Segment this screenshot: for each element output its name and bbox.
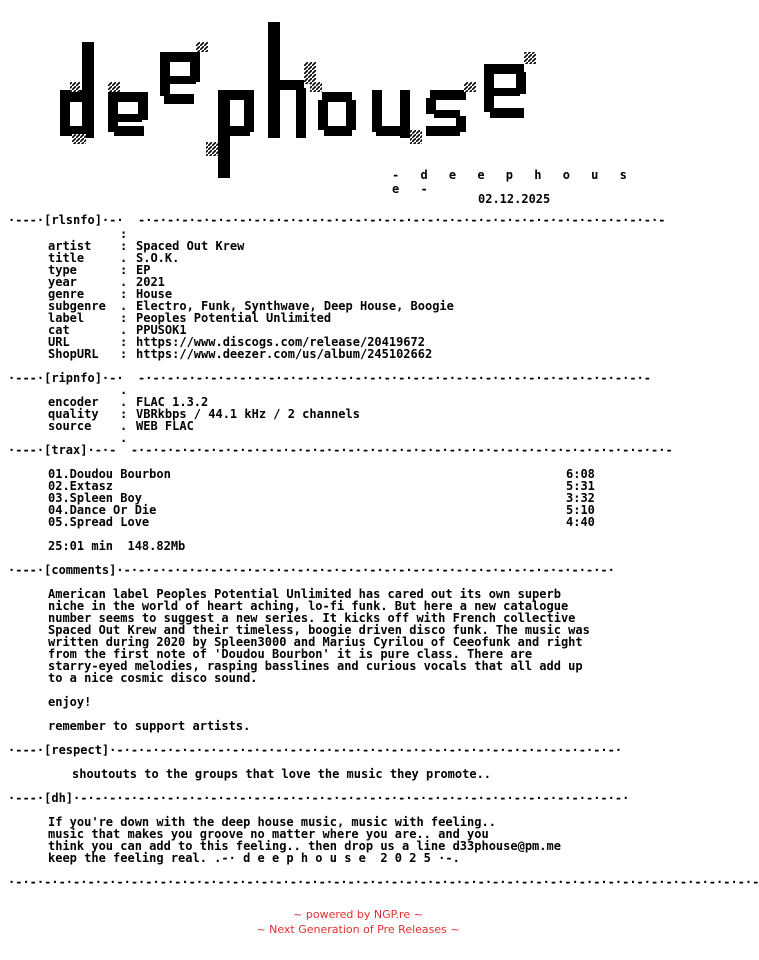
track-name: 03.Spleen Boy bbox=[48, 491, 142, 505]
track-name: 01.Doudou Bourbon bbox=[48, 467, 171, 481]
track-name: 04.Dance Or Die bbox=[48, 503, 157, 517]
info-value: House bbox=[136, 287, 173, 301]
rip-info: . encoder . FLAC 1.3.2 quality : VBRkbps / 44.1 kHz / 2 channels source . WEB FLAC . bbox=[48, 383, 360, 445]
info-separator: : bbox=[120, 239, 128, 253]
respect-text: shoutouts to the groups that love the music they promote.. bbox=[72, 767, 492, 781]
logo-letter-p bbox=[206, 90, 254, 178]
release-info: : artist : Spaced Out Krew title . S.O.K. type : EP year . 2021 genre : House subgenre . Electro, Funk, Synthwave, Deep House, Boogie label : Peoples Potential Unlimited cat . PPUSOK1 URL : https://www.discogs.com/release/20419672 ShopURL : https://www.deezer.com/us/album/245102662 bbox=[48, 227, 454, 361]
tracklist bbox=[48, 468, 595, 528]
info-row bbox=[48, 240, 454, 252]
info-value: 2021 bbox=[136, 275, 165, 289]
info-key: genre bbox=[48, 287, 85, 301]
track-row bbox=[48, 516, 595, 528]
info-row bbox=[48, 276, 454, 288]
info-separator: . bbox=[120, 419, 128, 433]
info-value: Electro, Funk, Synthwave, Deep House, Boogie bbox=[136, 299, 454, 313]
track-row bbox=[48, 468, 595, 480]
info-value: EP bbox=[136, 263, 151, 277]
comments-enjoy: enjoy! bbox=[48, 695, 92, 709]
info-key: subgenre bbox=[48, 299, 106, 313]
logo-letter-u bbox=[372, 90, 422, 144]
info-row bbox=[48, 252, 454, 264]
info-separator: . bbox=[120, 251, 128, 265]
total-length: 25:01 min 148.82Mb bbox=[48, 539, 186, 553]
info-separator: . bbox=[120, 275, 128, 289]
track-time: 6:08 bbox=[566, 467, 595, 481]
logo-letter-d bbox=[60, 42, 94, 144]
info-key: quality bbox=[48, 407, 99, 421]
info-key: ShopURL bbox=[48, 347, 99, 361]
section-header-dh: ·---·[dh]·-·-·-·-·-·-·-·-·-·-·-·-·-·-·-·-·-·-·-·-·-·-·-·-·-·-·-·-·-·-·-·-·-·-·-·-·-·-· bbox=[8, 791, 630, 805]
info-value: PPUSOK1 bbox=[136, 323, 187, 337]
info-separator: : bbox=[120, 347, 128, 361]
logo-letter-s bbox=[426, 82, 476, 136]
track-time: 5:31 bbox=[566, 479, 595, 493]
info-row bbox=[48, 264, 454, 276]
dh-text: If you're down with the deep house music, music with feeling.. music that makes you groove no matter where you are.. and you think you can add to this feeling.. then drop us a line d33phouse@pm.me keep the feeling real. .-· d e e p h o u s e 2 0 2 5 ·-. bbox=[48, 815, 561, 865]
info-value: S.O.K. bbox=[136, 251, 180, 265]
comments-support: remember to support artists. bbox=[48, 719, 251, 733]
info-separator: : bbox=[120, 311, 128, 325]
info-separator: : bbox=[120, 263, 128, 277]
release-date: 02.12.2025 bbox=[478, 192, 551, 206]
comments-body: American label Peoples Potential Unlimited has cared out its own superb niche in the world of heart aching, lo-fi funk. But here a new catalogue number seems to suggest a new series. It kicks off with French collective Spaced Out Krew and their timeless, boogie driven disco funk. The music was written during 2020 by Spleen3000 and Marius Cyrilou of Ceeofunk and right from the first note of 'Doudou Bourbon' it is pure class. There are starry-eyed melodies, rasping basslines and curious vocals that all add up to a nice cosmic disco sound. bbox=[48, 587, 590, 685]
track-name: 02.Extasz bbox=[48, 479, 114, 493]
info-key: encoder bbox=[48, 395, 99, 409]
info-separator: : bbox=[120, 335, 128, 349]
section-header-rlsnfo: ·---·[rlsnfo]·-· -·-·-·-·-·-·-·-·-·-·-·-·-·-·-·-·-·-·-·-·-·-·-·-·-·-·-·-·-·-·-·-·-·-·-·-·- bbox=[8, 213, 666, 227]
info-key: cat bbox=[48, 323, 70, 337]
logo-letter-e1 bbox=[108, 82, 148, 136]
logo-subtitle: - d e e p h o u s e - bbox=[392, 168, 634, 196]
info-key: artist bbox=[48, 239, 92, 253]
info-row bbox=[48, 348, 454, 360]
info-value: Spaced Out Krew bbox=[136, 239, 245, 253]
info-key: URL bbox=[48, 335, 70, 349]
footer-powered-by[interactable]: ~ powered by NGP.re ~ bbox=[293, 908, 423, 921]
track-name: 05.Spread Love bbox=[48, 515, 150, 529]
info-key: title bbox=[48, 251, 85, 265]
info-value: WEB FLAC bbox=[136, 419, 194, 433]
info-value[interactable]: https://www.discogs.com/release/20419672 bbox=[136, 335, 425, 349]
info-row bbox=[48, 312, 454, 324]
section-header-ripnfo: ·---·[ripnfo]·-· -·-·-·-·-·-·-·-·-·-·-·-·-·-·-·-·-·-·-·-·-·-·-·-·-·-·-·-·-·-·-·-·-·-·-·- bbox=[8, 371, 651, 385]
deephouse-logo bbox=[60, 22, 580, 182]
info-value: Peoples Potential Unlimited bbox=[136, 311, 332, 325]
info-separator: . bbox=[120, 299, 128, 313]
info-key: source bbox=[48, 419, 92, 433]
logo-letter-e3 bbox=[484, 52, 536, 118]
logo-letter-o bbox=[310, 82, 356, 136]
info-value[interactable]: https://www.deezer.com/us/album/245102662 bbox=[136, 347, 433, 361]
info-key: year bbox=[48, 275, 77, 289]
closing-separator: ·-·-·-·-·-·-·-·-·-·-·-·-·-·-·-·-·-·-·-·-·-·-·-·-·-·-·-·-·-·-·-·-·-·-·-·-·-·-·-·-·-·-·-·-·-·-·-·-·-·-·-·- bbox=[8, 875, 759, 889]
info-value: VBRkbps / 44.1 kHz / 2 channels bbox=[136, 407, 360, 421]
section-header-comments: ·---·[comments]·-·-·-·-·-·-·-·-·-·-·-·-·-·-·-·-·-·-·-·-·-·-·-·-·-·-·-·-·-·-·-·-·-·-· bbox=[8, 563, 615, 577]
info-row bbox=[48, 408, 360, 420]
info-separator: . bbox=[120, 323, 128, 337]
track-time: 3:32 bbox=[566, 491, 595, 505]
info-value: FLAC 1.3.2 bbox=[136, 395, 209, 409]
footer-tagline: ~ Next Generation of Pre Releases ~ bbox=[256, 923, 460, 936]
section-header-trax: ·---·[trax]·-·- -·-·-·-·-·-·-·-·-·-·-·-·-·-·-·-·-·-·-·-·-·-·-·-·-·-·-·-·-·-·-·-·-·-·-·-·-·- bbox=[8, 443, 673, 457]
info-separator: : bbox=[120, 287, 128, 301]
logo-letter-h bbox=[268, 22, 316, 138]
info-row bbox=[48, 420, 360, 432]
logo-letter-e2 bbox=[160, 42, 208, 104]
info-key: type bbox=[48, 263, 77, 277]
track-time: 4:40 bbox=[566, 515, 595, 529]
info-separator: : bbox=[120, 407, 128, 421]
track-time: 5:10 bbox=[566, 503, 595, 517]
section-header-respect: ·---·[respect]·-·-·-·-·-·-·-·-·-·-·-·-·-·-·-·-·-·-·-·-·-·-·-·-·-·-·-·-·-·-·-·-·-·-·-· bbox=[8, 743, 623, 757]
info-key: label bbox=[48, 311, 85, 325]
info-separator: . bbox=[120, 395, 128, 409]
